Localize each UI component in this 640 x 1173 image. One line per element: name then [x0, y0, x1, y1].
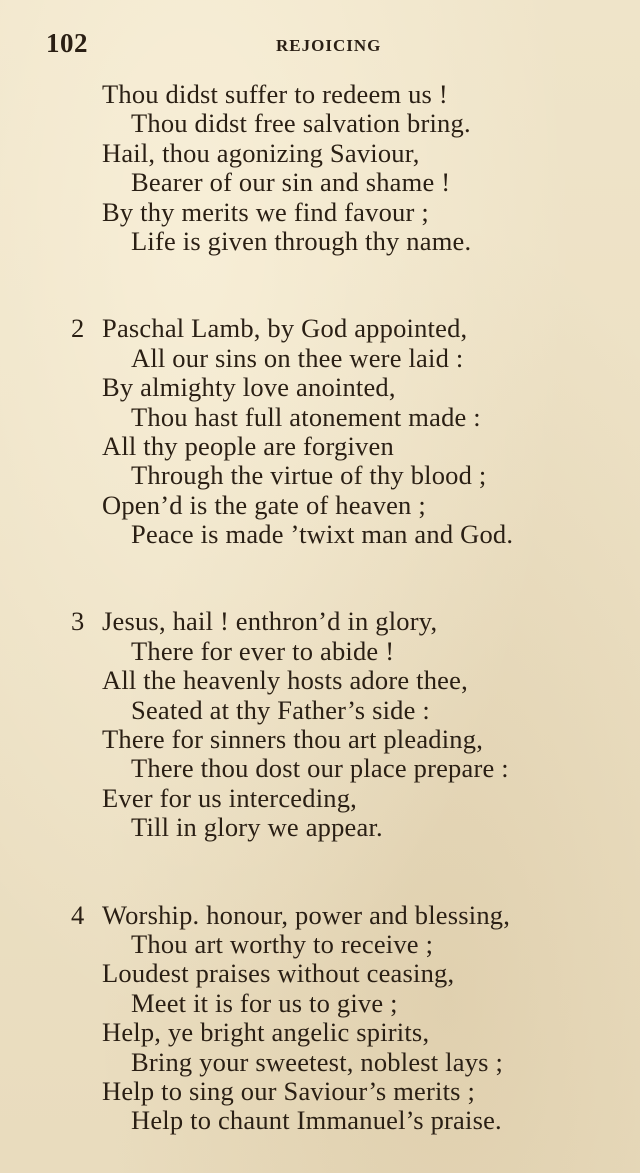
verse-line: Thou didst suffer to redeem us !: [102, 79, 448, 109]
verse-line: There for sinners thou art pleading,: [102, 724, 484, 755]
page-number: 102: [46, 28, 88, 58]
verse-line: Loudest praises without ceasing,: [102, 958, 455, 989]
page-header: [46, 28, 600, 58]
verse-line: Help to sing our Saviour’s merits ;: [102, 1075, 476, 1106]
verse-line: Bearer of our sin and shame !: [131, 167, 451, 198]
verse-line: Thou art worthy to receive ;: [131, 928, 434, 959]
verse-line: Paschal Lamb, by God appointed,: [102, 313, 468, 344]
stanza-2: [0, 314, 640, 549]
verse-line: Bring your sweetest, noblest lays ;: [131, 1046, 504, 1077]
verse-line: Ever for us interceding,: [102, 782, 357, 813]
verse-line: Help, ye bright angelic spirits,: [102, 1017, 430, 1048]
stanza-4: [0, 901, 640, 1136]
running-head: REJOICING: [276, 36, 382, 55]
stanza-number: 4: [71, 899, 85, 930]
verse-line: Hail, thou agonizing Saviour,: [102, 137, 420, 168]
verse-line: Help to chaunt Immanuel’s praise.: [131, 1105, 502, 1136]
verse-line: Peace is made ’twixt man and God.: [131, 519, 514, 550]
stanza-1: [0, 80, 640, 256]
verse-line: By thy merits we find favour ;: [102, 196, 429, 227]
verse-line: Till in glory we appear.: [131, 812, 383, 843]
stanza-number: 2: [71, 313, 85, 344]
verse-line: Meet it is for us to give ;: [131, 987, 398, 1018]
verse-line: Open’d is the gate of heaven ;: [102, 489, 426, 520]
verse-line: There thou dost our place prepare :: [131, 753, 509, 784]
verse-line: Through the virtue of thy blood ;: [131, 460, 487, 491]
verse-line: There for ever to abide !: [131, 635, 395, 666]
verse-line: All thy people are forgiven: [102, 430, 394, 461]
verse-line: All the heavenly hosts adore thee,: [102, 665, 468, 696]
verse-line: All our sins on thee were laid :: [131, 342, 464, 373]
verse-line: Seated at thy Father’s side :: [131, 694, 430, 725]
verse-line: By almighty love anointed,: [102, 372, 396, 403]
verse-line: Jesus, hail ! enthron’d in glory,: [102, 606, 438, 637]
stanza-number: 3: [71, 606, 85, 637]
verse-line: Thou hast full atonement made :: [131, 401, 481, 432]
verse-line: Life is given through thy name.: [131, 225, 472, 256]
hymn-text: [0, 80, 640, 1173]
verse-line: Thou didst free salvation bring.: [131, 108, 471, 139]
verse-line: Worship. honour, power and blessing,: [102, 899, 511, 930]
stanza-3: [0, 607, 640, 842]
